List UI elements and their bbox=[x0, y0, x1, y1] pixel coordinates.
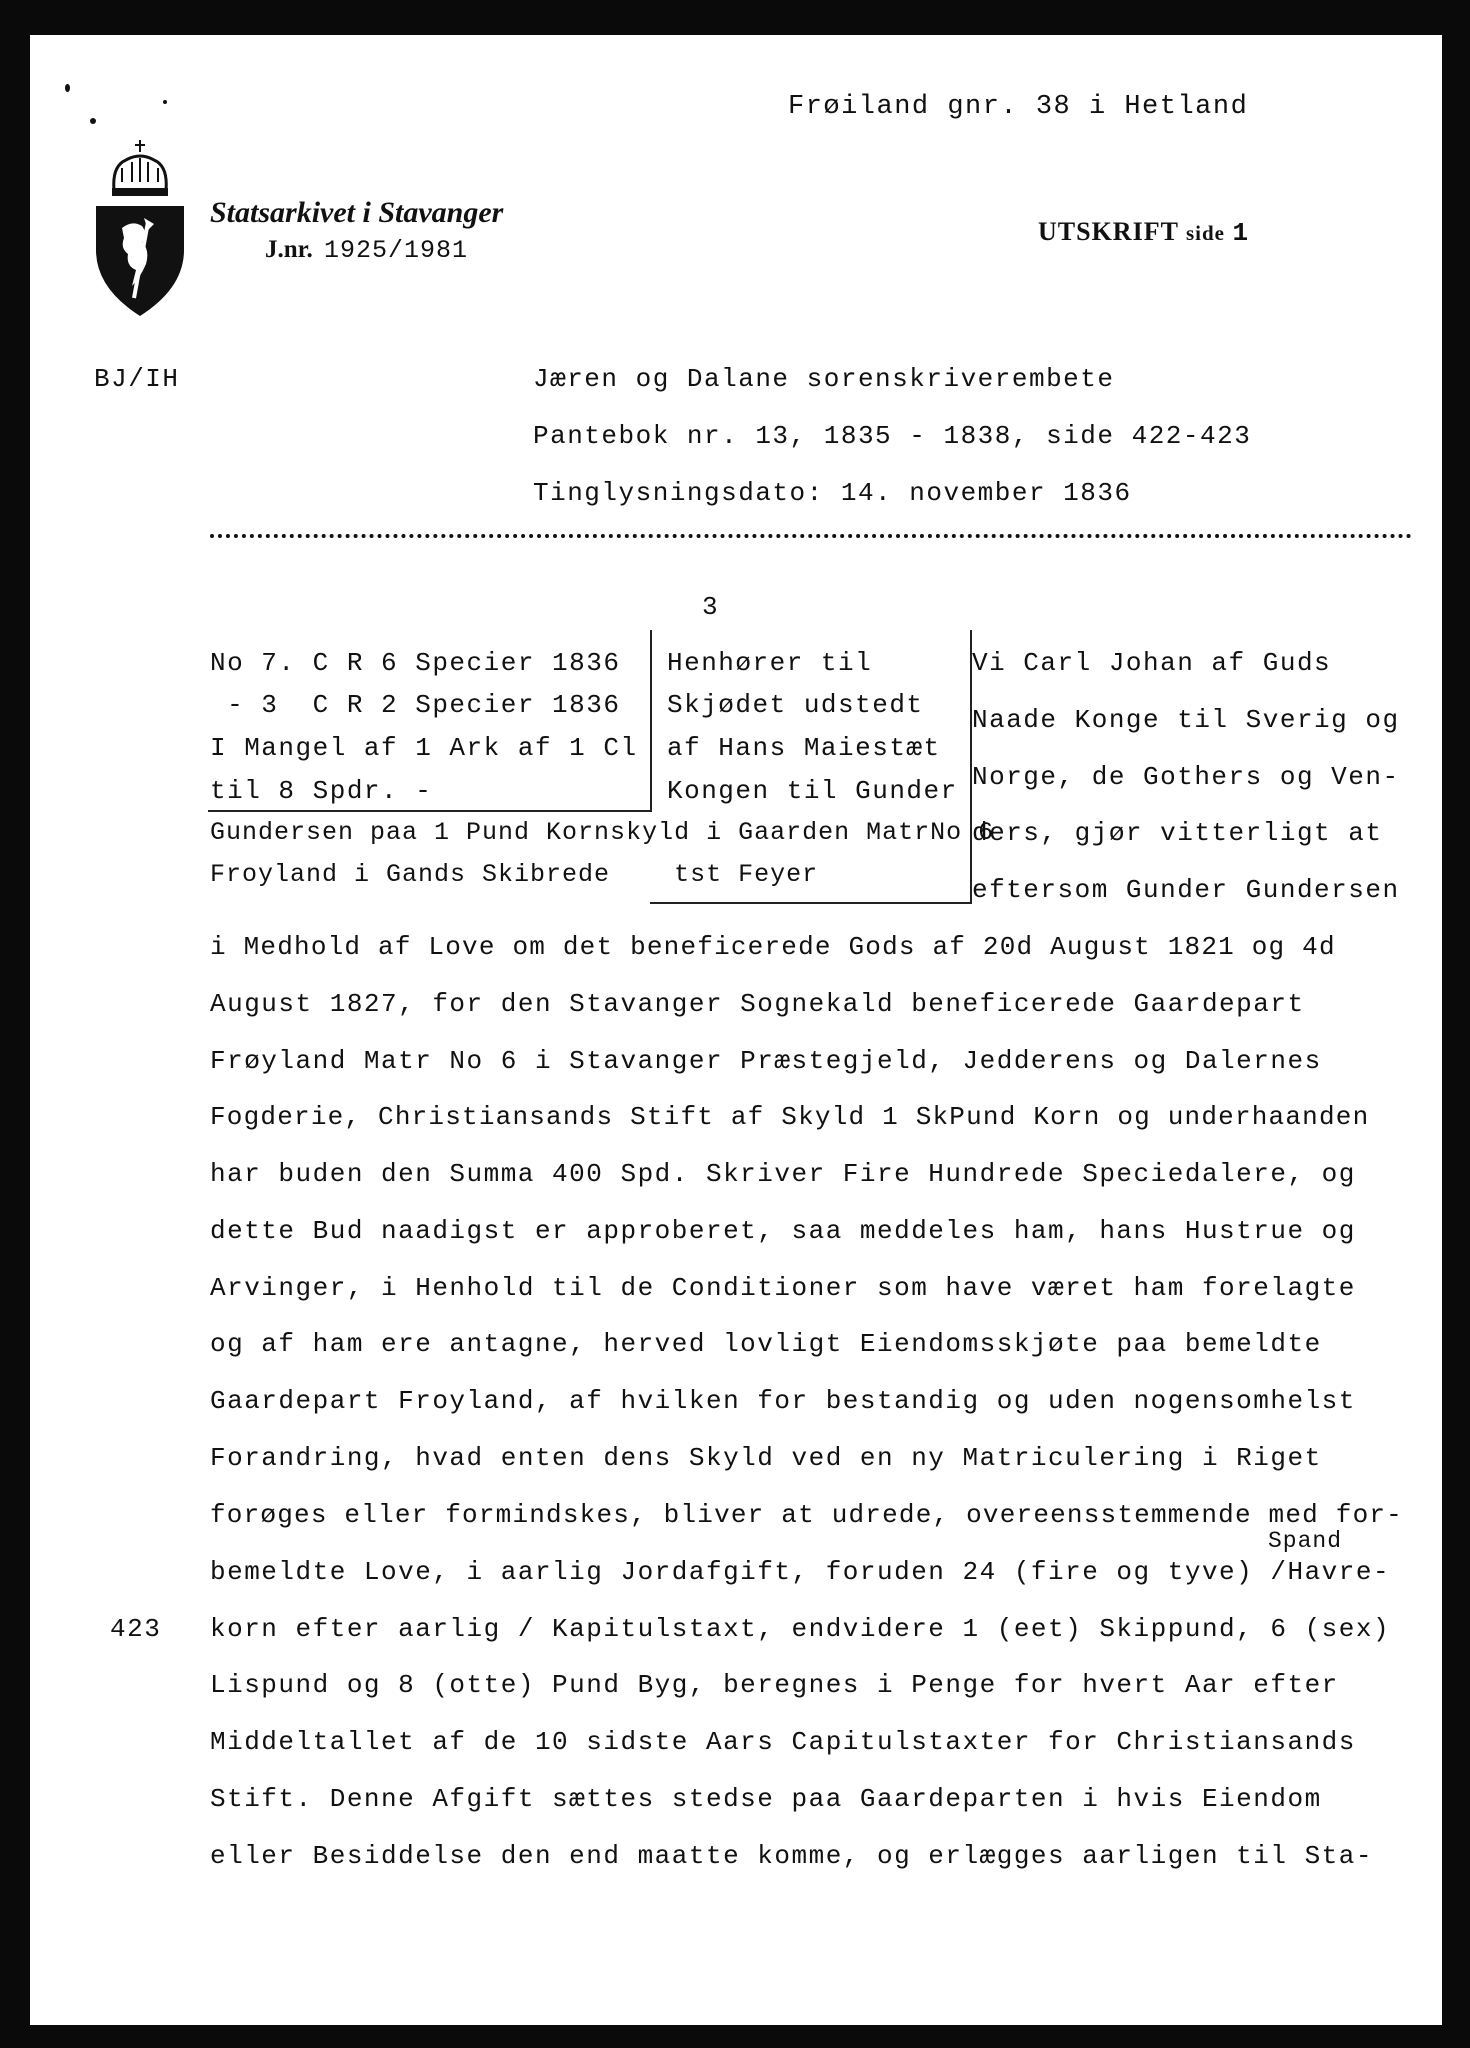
box-bottom-line: Gundersen paa 1 Pund Kornskyld i Gaarden MatrNo 6 bbox=[210, 818, 995, 847]
section-number: 3 bbox=[702, 592, 720, 622]
dotted-divider bbox=[210, 534, 1412, 544]
court-office: Jæren og Dalane sorenskriverembete bbox=[533, 364, 1115, 394]
registration-date: Tinglysningsdato: 14. november 1836 bbox=[533, 478, 1132, 508]
journal-number: 1925/1981 bbox=[324, 236, 469, 265]
fee-line: I Mangel af 1 Ark af 1 Cl bbox=[210, 733, 638, 763]
ownership-line: af Hans Maiestæt bbox=[667, 733, 941, 763]
body-line: har buden den Summa 400 Spd. Skriver Fire Hundrede Speciedalere, og bbox=[210, 1159, 1356, 1189]
body-line: eller Besiddelse den end maatte komme, og erlægges aarligen til Sta- bbox=[210, 1841, 1373, 1871]
body-line: August 1827, for den Stavanger Sognekald beneficerede Gaardepart bbox=[210, 989, 1305, 1019]
body-line: Frøyland Matr No 6 i Stavanger Præstegjeld, Jedderens og Dalernes bbox=[210, 1046, 1322, 1076]
utskrift-label: UTSKRIFT bbox=[1038, 217, 1179, 246]
insert-note: Spand bbox=[1268, 1528, 1343, 1554]
ownership-line: Henhører til bbox=[667, 648, 873, 678]
body-line: Stift. Denne Afgift sættes stedse paa Gaardeparten i hvis Eiendom bbox=[210, 1784, 1322, 1814]
fee-line: No 7. C R 6 Specier 1836 bbox=[210, 648, 621, 678]
deed-intro-line: Vi Carl Johan af Guds bbox=[972, 648, 1332, 678]
body-line: Middeltallet af de 10 sidste Aars Capitulstaxter for Christiansands bbox=[210, 1727, 1356, 1757]
initials: BJ/IH bbox=[94, 364, 180, 394]
property-title: Frøiland gnr. 38 i Hetland bbox=[788, 92, 1249, 122]
body-line: Fogderie, Christiansands Stift af Skyld 1 SkPund Korn og underhaanden bbox=[210, 1102, 1370, 1132]
side-label: side bbox=[1185, 221, 1225, 245]
ownership-line: Kongen til Gunder bbox=[667, 776, 958, 806]
scan-mark bbox=[163, 100, 167, 104]
body-line: bemeldte Love, i aarlig Jordafgift, foruden 24 (fire og tyve) /Havre- bbox=[210, 1557, 1391, 1587]
scan-mark bbox=[90, 118, 96, 124]
norwegian-coat-of-arms-icon bbox=[92, 138, 188, 318]
journal-number-label: J.nr. bbox=[265, 236, 313, 263]
box-bottom-line: Froyland i Gands Skibrede tst Feyer bbox=[210, 860, 819, 889]
body-line: i Medhold af Love om det beneficerede Gods af 20d August 1821 og 4d bbox=[210, 932, 1336, 962]
utskrift-heading bbox=[1038, 217, 1250, 248]
ownership-line: Skjødet udstedt bbox=[667, 690, 924, 720]
fee-line: til 8 Spdr. - bbox=[210, 776, 433, 806]
fee-line: - 3 C R 2 Specier 1836 bbox=[210, 690, 621, 720]
mortgage-book: Pantebok nr. 13, 1835 - 1838, side 422-423 bbox=[533, 421, 1252, 451]
body-line: Arvinger, i Henhold til de Conditioner som have været ham forelagte bbox=[210, 1273, 1356, 1303]
page-number: 1 bbox=[1232, 218, 1250, 248]
body-line: Gaardepart Froyland, af hvilken for bestandig og uden nogensomhelst bbox=[210, 1386, 1356, 1416]
body-line: forøges eller formindskes, bliver at udrede, overeensstemmende med for- bbox=[210, 1500, 1403, 1530]
deed-intro-line: Naade Konge til Sverig og bbox=[972, 705, 1400, 735]
deed-intro-line: ders, gjør vitterligt at bbox=[972, 818, 1383, 848]
body-line: korn efter aarlig / Kapitulstaxt, endvidere 1 (eet) Skippund, 6 (sex) bbox=[210, 1614, 1391, 1644]
archive-name: Statsarkivet i Stavanger bbox=[210, 196, 504, 229]
body-line: dette Bud naadigst er approberet, saa meddeles ham, hans Hustrue og bbox=[210, 1216, 1356, 1246]
margin-page-number: 423 bbox=[110, 1614, 162, 1644]
body-line: og af ham ere antagne, herved lovligt Eiendomsskjøte paa bemeldte bbox=[210, 1329, 1322, 1359]
body-line: Forandring, hvad enten dens Skyld ved en ny Matriculering i Riget bbox=[210, 1443, 1322, 1473]
scan-mark bbox=[65, 84, 70, 92]
body-line: Lispund og 8 (otte) Pund Byg, beregnes i Penge for hvert Aar efter bbox=[210, 1670, 1339, 1700]
deed-intro-line: eftersom Gunder Gundersen bbox=[972, 875, 1400, 905]
deed-intro-line: Norge, de Gothers og Ven- bbox=[972, 762, 1400, 792]
